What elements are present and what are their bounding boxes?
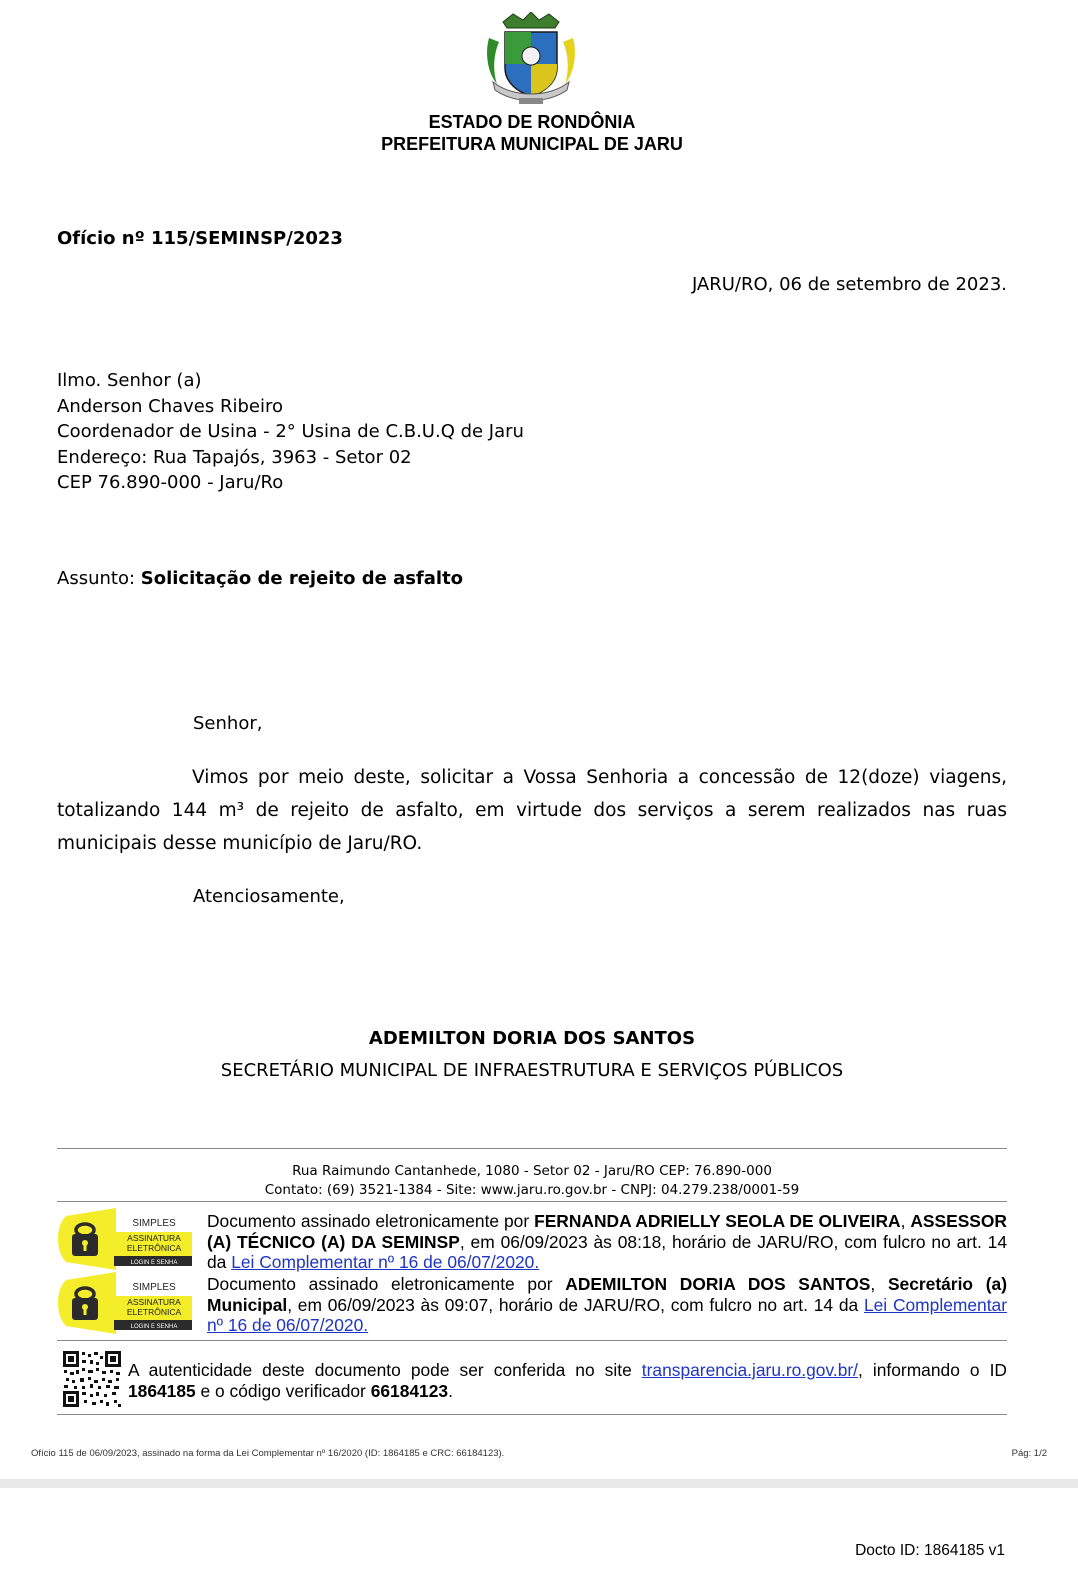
signer-title: SECRETÁRIO MUNICIPAL DE INFRAESTRUTURA E SERVIÇOS PÚBLICOS [220,1060,844,1081]
transparency-link[interactable]: transparencia.jaru.ro.gov.br/ [641,1360,858,1380]
law-link[interactable]: Lei Complementar nº 16 de 06/07/2020. [231,1252,540,1272]
authenticity-text: e o código verificador [200,1380,366,1401]
signature-entry: Documento assinado eletronicamente por ADEMILTON DORIA DOS SANTOS, Secretário (a) Municipal, em 06/09/2023 às 09:07, horário de JARU/RO, com fulcro no art. 14 da Lei Complementar nº 16 de 06/07/2020. [207,1274,1007,1335]
svg-text:LOGIN E SENHA: LOGIN E SENHA [130,1324,178,1330]
electronic-signature-seal [58,1272,192,1334]
document-id: 1864185 [128,1380,196,1401]
docto-id: Docto ID: 1864185 v1 [855,1542,1005,1559]
authenticity-notice [128,1360,1007,1401]
signer-role-bold: Secretário (a) Municipal [207,1274,1007,1315]
letter-reference: Ofício nº 115/SEMINSP/2023 [57,228,343,249]
divider [57,1340,1007,1341]
prefecture-name: PREFEITURA MUNICIPAL DE JARU [381,134,683,154]
subject-text: Solicitação de rejeito de asfalto [140,568,464,589]
letter-body-text: Vimos por meio deste, solicitar a Vossa Senhoria a concessão de 12(doze) viagens, totalizando 144 m³ de rejeito de asfalto, em virtude dos serviços a serem realizados nas ruas municipais desse município de Jaru/RO. [57,767,1007,854]
subject-label: Assunto: [57,568,136,589]
authenticity-text: A autenticidade deste documento pode ser conferida no site [128,1360,632,1380]
signer-name-bold: ADEMILTON DORIA DOS SANTOS [565,1274,871,1294]
signer-role-bold: ASSESSOR (A) TÉCNICO (A) DA SEMINSP [207,1211,1007,1252]
divider [57,1414,1007,1415]
page-number: Pág: 1/2 [1011,1448,1047,1459]
municipal-coat-of-arms [483,12,579,108]
svg-text:ELETRÔNICA: ELETRÔNICA [126,1243,182,1253]
signature-entry: Documento assinado eletronicamente por FERNANDA ADRIELLY SEOLA DE OLIVEIRA, ASSESSOR (A) TÉCNICO (A) DA SEMINSP, em 06/09/2023 às 08:18, horário de JARU/RO, com fulcro no art. 14 da Lei Complementar nº 16 de 06/07/2020. [207,1211,1007,1272]
electronic-signature-seal [58,1208,192,1270]
authenticity-text: , informando o ID [858,1360,1007,1380]
state-name: ESTADO DE RONDÔNIA [428,112,636,132]
svg-text:ASSINATURA: ASSINATURA [127,1233,181,1243]
recipient-line: Endereço: Rua Tapajós, 3963 - Setor 02 [57,446,412,468]
recipient-line: Anderson Chaves Ribeiro [57,395,284,417]
recipient-line: Ilmo. Senhor (a) [57,370,202,391]
law-link[interactable]: Lei Complementar nº 16 de 06/07/2020. [207,1294,1007,1335]
signer-name-bold: FERNANDA ADRIELLY SEOLA DE OLIVEIRA [534,1211,901,1231]
signature-prefix: Documento assinado eletronicamente por [207,1211,530,1231]
page-footer-note: Ofício 115 de 06/09/2023, assinado na forma da Lei Complementar nº 16/2020 (ID: 1864185 e CRC: 66184123). [31,1448,505,1459]
page-separator [0,1479,1078,1488]
footer-address-line: Rua Raimundo Cantanhede, 1080 - Setor 02 - Jaru/RO CEP: 76.890-000 [292,1163,772,1179]
salutation: Senhor, [193,713,263,734]
authenticity-text: . [448,1380,453,1401]
letter-body [57,761,1007,860]
signature-details: , em 06/09/2023 às 08:18, horário de JARU/RO, com fulcro no art. 14 da [207,1231,1007,1272]
signature-prefix: Documento assinado eletronicamente por [207,1274,553,1294]
subject-line [57,566,463,592]
qr-code-icon [62,1350,122,1408]
svg-text:SIMPLES: SIMPLES [132,1218,176,1229]
divider [57,1201,1007,1202]
closing: Atenciosamente, [193,886,345,907]
svg-text:SIMPLES: SIMPLES [132,1282,176,1293]
divider [57,1148,1007,1149]
recipient-line: CEP 76.890-000 - Jaru/Ro [57,472,284,493]
svg-text:ASSINATURA: ASSINATURA [127,1297,181,1307]
footer-address [57,1162,1007,1200]
signer-name: ADEMILTON DORIA DOS SANTOS [368,1028,696,1049]
footer-contact-line: Contato: (69) 3521-1384 - Site: www.jaru.ro.gov.br - CNPJ: 04.279.238/0001-59 [264,1182,800,1198]
verification-code: 66184123 [370,1380,449,1401]
svg-text:LOGIN E SENHA: LOGIN E SENHA [130,1260,178,1266]
signature-details: , em 06/09/2023 às 09:07, horário de JARU/RO, com fulcro no art. 14 da [287,1294,859,1315]
recipient-block [57,368,524,496]
letter-date: JARU/RO, 06 de setembro de 2023. [691,274,1007,295]
recipient-line: Coordenador de Usina - 2° Usina de C.B.U.Q de Jaru [57,421,524,442]
svg-text:ELETRÔNICA: ELETRÔNICA [126,1307,182,1317]
